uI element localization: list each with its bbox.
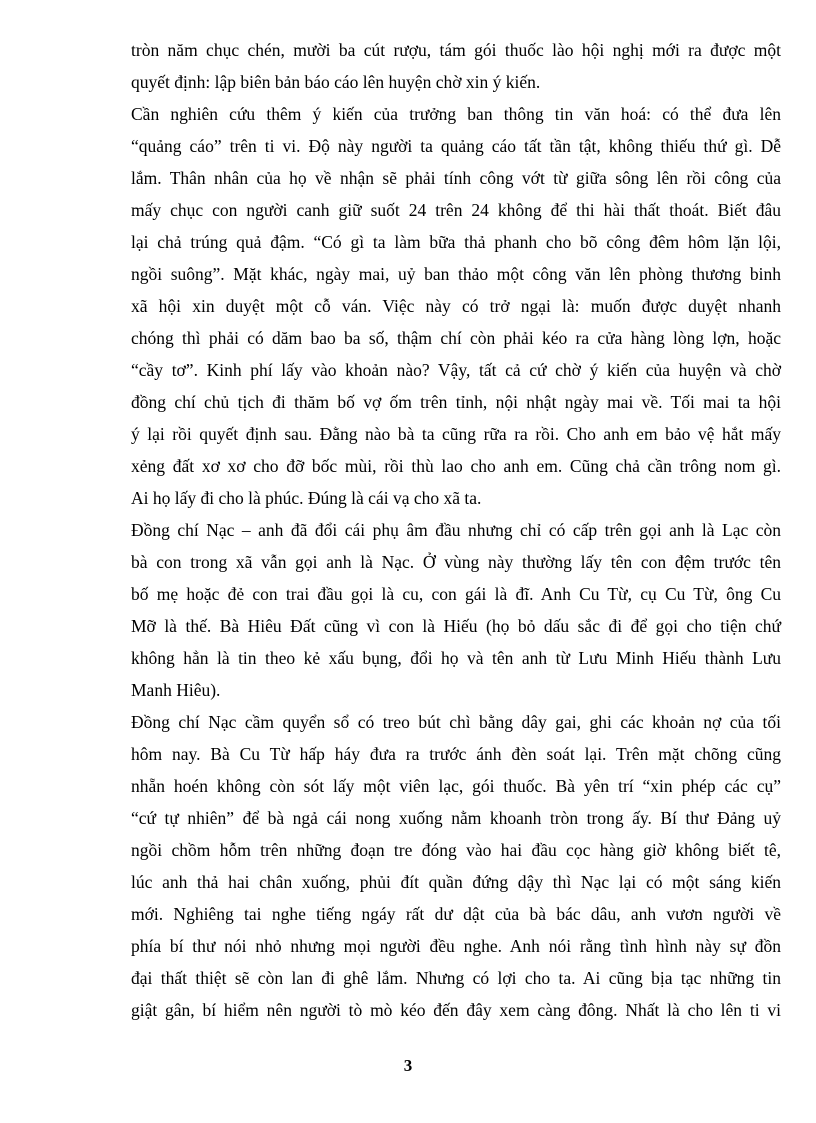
- text-line: đại thất thiệt sẽ còn lan đi ghê lắm. Nhưng có lợi cho ta. Ai cũng bịa tạc những tin: [131, 968, 781, 988]
- page-number: 3: [403, 1056, 413, 1075]
- text-line: Cần nghiên cứu thêm ý kiến của trưởng ban thông tin văn hoá: có thể đưa lên: [131, 104, 781, 124]
- text-line: Đồng chí Nạc – anh đã đổi cái phụ âm đầu nhưng chỉ có cấp trên gọi anh là Lạc còn: [131, 520, 781, 540]
- text-line: quyết định: lập biên bản báo cáo lên huyện chờ xin ý kiến.: [131, 72, 541, 92]
- text-line: xẻng đất xơ xơ cho đỡ bốc mùi, rồi thù lao cho anh em. Cũng chả cần trông nom gì.: [131, 456, 781, 476]
- text-line: mới. Nghiêng tai nghe tiếng ngáy rất dư dật của bà bác dâu, anh vươn người về: [131, 904, 781, 924]
- text-line: ngồi suông”. Mặt khác, ngày mai, uỷ ban thảo một công văn lên phòng thương binh: [131, 264, 781, 284]
- text-line: bà con trong xã vẫn gọi anh là Nạc. Ở vùng này thường lấy tên con đệm trước tên: [131, 552, 781, 572]
- paragraph: [131, 34, 781, 98]
- text-line: hôm nay. Bà Cu Từ hấp háy đưa ra trước ánh đèn soát lại. Trên mặt chõng cũng: [131, 744, 781, 764]
- text-line: phía bí thư nói nhỏ nhưng mọi người đều nghe. Anh nói rằng tình hình này sự đồn: [131, 936, 781, 956]
- text-line: chóng thì phải có dăm bao ba số, thậm chí còn phải kéo ra cửa hàng lòng lợn, hoặc: [131, 328, 781, 348]
- paragraph: [131, 98, 781, 514]
- text-line: Đồng chí Nạc cầm quyển sổ có treo bút chì bằng dây gai, ghi các khoản nợ của tối: [131, 712, 781, 732]
- text-line: nhẵn hoén không còn sót lấy một viên lạc, gói thuốc. Bà yên trí “xin phép các cụ”: [131, 776, 781, 796]
- text-line: xã hội xin duyệt một cỗ ván. Việc này có trở ngại là: muốn được duyệt nhanh: [131, 296, 781, 316]
- text-line: ngồi chồm hỗm trên những đoạn tre đóng vào hai đầu cọc hàng giờ không biết tê,: [131, 840, 781, 860]
- text-line: mấy chục con người canh giữ suốt 24 trên 24 không để thi hài thất thoát. Biết đâu: [131, 200, 781, 220]
- text-line: “cứ tự nhiên” để bà ngả cái nong xuống nằm khoanh tròn trong ấy. Bí thư Đảng uỷ: [131, 808, 781, 828]
- paragraph: [131, 514, 781, 706]
- text-line: bố mẹ hoặc đẻ con trai đầu gọi là cu, con gái là đĩ. Anh Cu Từ, cụ Cu Từ, ông Cu: [131, 584, 781, 604]
- text-line: lắm. Thân nhân của họ về nhận sẽ phải tính công vớt từ giữa sông lên rồi công của: [131, 168, 781, 188]
- text-line: đồng chí chủ tịch đi thăm bố vợ ốm trên tỉnh, nội nhật ngày mai về. Tối mai ta hội: [131, 392, 781, 412]
- text-line: lúc anh thả hai chân xuống, phủi đít quần đứng dậy thì Nạc lại có một sáng kiến: [131, 872, 781, 892]
- text-line: ý lại rồi quyết định sau. Đằng nào bà ta cũng rữa ra rồi. Cho anh em bảo vệ hắt mấy: [131, 424, 781, 444]
- text-line: Ai họ lấy đi cho là phúc. Đúng là cái vạ cho xã ta.: [131, 488, 482, 508]
- text-line: tròn năm chục chén, mười ba cút rượu, tám gói thuốc lào hội nghị mới ra được một: [131, 40, 781, 60]
- paragraph: [131, 706, 781, 1026]
- text-line: “cầy tơ”. Kinh phí lấy vào khoản nào? Vậy, tất cả cứ chờ ý kiến của huyện và chờ: [131, 360, 781, 380]
- text-line: Mỡ là thế. Bà Hiêu Đất cũng vì con là Hiếu (họ bỏ dấu sắc đi để gọi cho tiện chứ: [131, 616, 781, 636]
- text-line: Manh Hiêu).: [131, 680, 221, 700]
- text-line: lại chả trúng quả đậm. “Có gì ta làm bữa thả phanh cho bõ công đêm hôm lặn lội,: [131, 232, 781, 252]
- text-line: giật gân, bí hiểm nên người tò mò kéo đến đây xem càng đông. Nhất là cho lên ti vi: [131, 1000, 781, 1020]
- text-line: “quảng cáo” trên ti vi. Độ này người ta quảng cáo tất tần tật, không thiếu thứ gì. Dễ: [131, 136, 781, 156]
- text-line: không hẳn là tin theo kẻ xấu bụng, đổi họ và tên anh từ Lưu Minh Hiếu thành Lưu: [131, 648, 781, 668]
- page-body: [131, 34, 781, 1026]
